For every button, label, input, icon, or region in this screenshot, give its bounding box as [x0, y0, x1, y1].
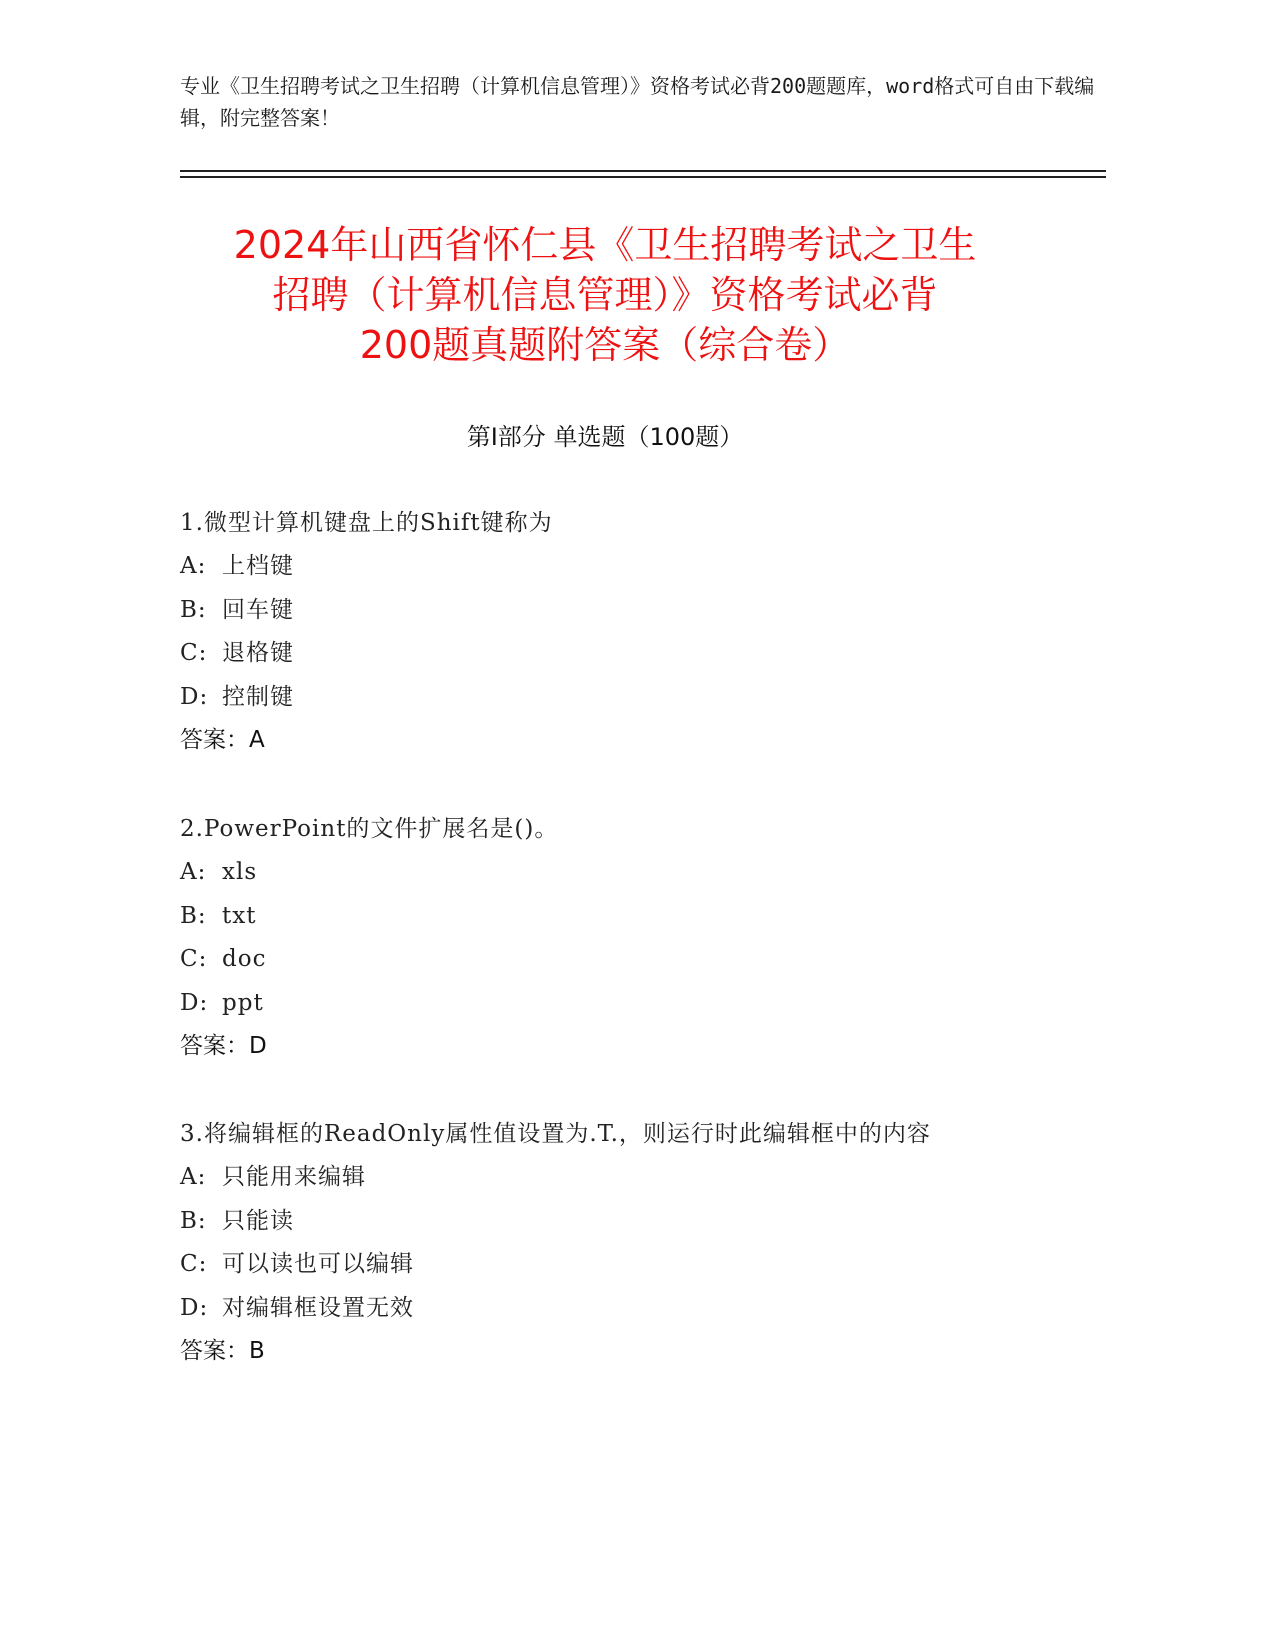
header-note: 专业《卫生招聘考试之卫生招聘（计算机信息管理）》资格考试必背200题题库，word格式可自由下载编辑，附完整答案！ [180, 74, 1095, 130]
answer-prefix: 答案： [180, 1338, 249, 1364]
option-key: A: [180, 1164, 207, 1190]
section-heading: 第Ⅰ部分 单选题（100题） [466, 423, 744, 451]
option-c [180, 1243, 1040, 1287]
header-divider-top [180, 170, 1106, 172]
option-c [180, 632, 1040, 676]
option-text: 上档键 [222, 553, 294, 579]
option-text: 只能用来编辑 [222, 1164, 366, 1190]
option-text: 只能读 [222, 1207, 294, 1234]
option-key: B: [180, 596, 207, 623]
option-text: 对编辑框设置无效 [222, 1294, 414, 1321]
option-d [180, 982, 1040, 1026]
option-text: txt [222, 902, 257, 929]
option-text: 控制键 [222, 683, 294, 710]
option-text: xls [222, 859, 258, 885]
option-text: doc [222, 946, 267, 972]
answer-line [180, 1330, 1040, 1373]
document-title [150, 220, 1060, 370]
option-b [180, 1200, 1040, 1244]
option-a [180, 1156, 1040, 1200]
option-b [180, 895, 1040, 939]
title-line: 2024年山西省怀仁县《卫生招聘考试之卫生 [233, 223, 977, 267]
option-d [180, 1287, 1040, 1331]
answer-value: D [249, 1033, 267, 1059]
answer-prefix: 答案： [180, 1033, 249, 1059]
option-key: C: [180, 946, 208, 972]
question-block [180, 502, 1040, 762]
option-a [180, 545, 1040, 589]
answer-line [180, 719, 1040, 762]
option-key: B: [180, 902, 207, 929]
option-a [180, 851, 1040, 895]
answer-value: A [249, 727, 265, 753]
answer-prefix: 答案： [180, 727, 249, 753]
option-key: D: [180, 683, 209, 710]
question-stem: 2.PowerPoint的文件扩展名是()。 [180, 816, 559, 842]
option-key: A: [180, 859, 207, 885]
option-key: A: [180, 553, 207, 579]
option-key: B: [180, 1207, 207, 1234]
option-key: D: [180, 989, 209, 1016]
option-text: 可以读也可以编辑 [222, 1251, 414, 1277]
option-d [180, 676, 1040, 720]
option-c [180, 938, 1040, 982]
option-key: C: [180, 1251, 208, 1277]
option-text: 回车键 [222, 596, 294, 623]
option-key: D: [180, 1294, 209, 1321]
question-block [180, 808, 1040, 1068]
option-text: 退格键 [222, 640, 294, 666]
question-stem: 3.将编辑框的ReadOnly属性值设置为.T.，则运行时此编辑框中的内容 [180, 1121, 931, 1147]
header-divider-bottom [180, 176, 1106, 178]
option-text: ppt [222, 989, 264, 1016]
question-stem: 1.微型计算机键盘上的Shift键称为 [180, 510, 553, 536]
title-line: 200题真题附答案（综合卷） [359, 323, 851, 367]
answer-line [180, 1025, 1040, 1068]
answer-value: B [249, 1338, 265, 1364]
option-key: C: [180, 640, 208, 666]
question-block [180, 1113, 1040, 1373]
option-b [180, 589, 1040, 633]
title-line: 招聘（计算机信息管理）》资格考试必背 [272, 273, 938, 317]
